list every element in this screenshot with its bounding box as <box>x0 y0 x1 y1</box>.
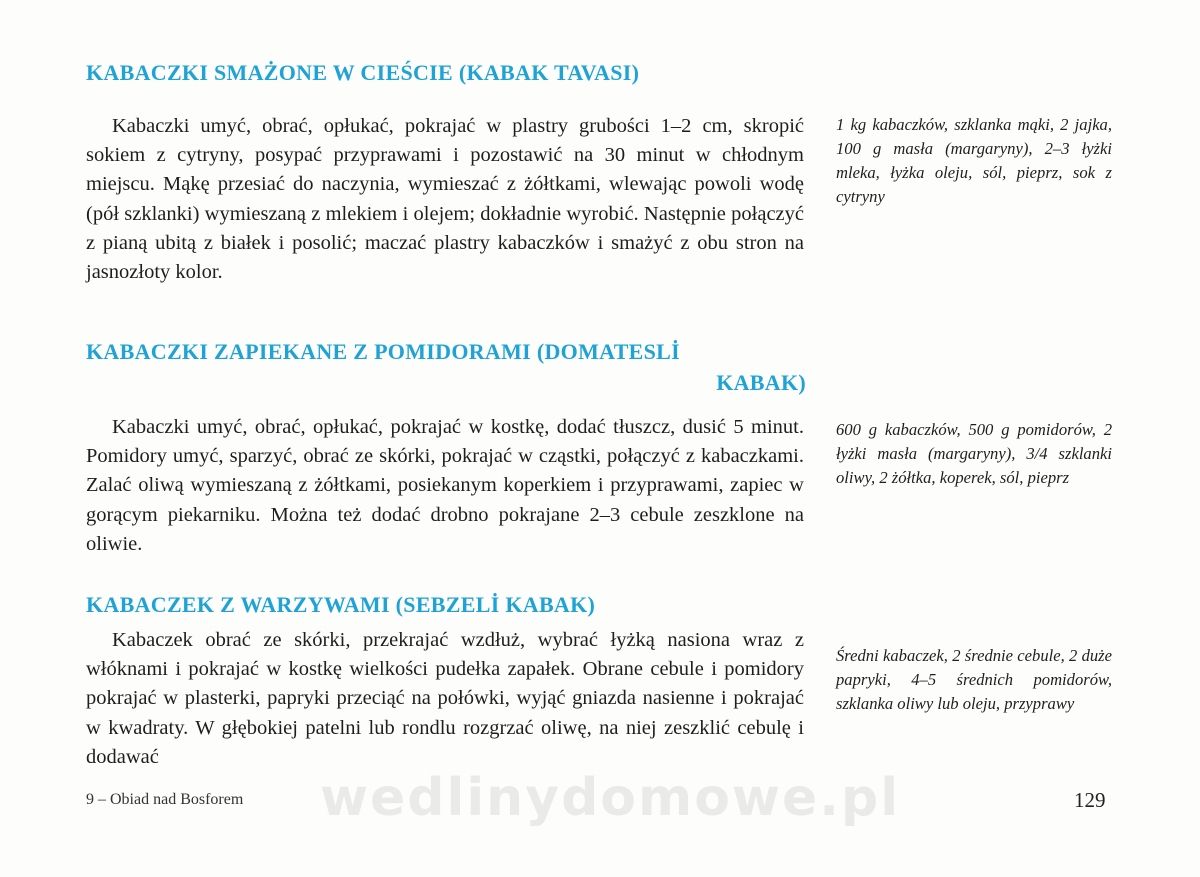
recipe-3-instructions: Kabaczek obrać ze skórki, przekrajać wzdłuż, wybrać łyżką nasiona wraz z włóknami i pokrajać w kostkę wielkości pudełka zapałek. Obrane cebule i pomidory pokrajać w plasterki, papryki przeciąć na połówki, wyjąć gniazda nasienne i pokrajać w kwadraty. W głębokiej patelni lub rondlu rozgrzać oliwę, na niej zeszklić cebulę i dodawać <box>86 629 804 768</box>
recipe-2-title-line2: KABAK) <box>716 370 806 395</box>
page-number: 129 <box>1074 788 1106 812</box>
watermark: wedlinydomowe.pl <box>319 768 901 828</box>
recipe-3-ingredients: Średni kabaczek, 2 średnie cebule, 2 duże papryki, 4–5 średnich pomidorów, szklanka oliwy lub oleju, przyprawy <box>836 646 1112 713</box>
recipe-2-instructions: Kabaczki umyć, obrać, opłukać, pokrajać w kostkę, dodać tłuszcz, dusić 5 minut. Pomidory umyć, sparzyć, obrać ze skórki, pokrajać w cząstki, połączyć z kabaczkami. Zalać oliwą wymieszaną z żółtkami, posiekanym koperkiem i przyprawami, zapiec w gorącym piekarniku. Można też dodać drobno pokrajane 2–3 cebule zeszklone na oliwie. <box>86 416 804 555</box>
recipe-1-ingredients: 1 kg kabaczków, szklanka mąki, 2 jajka, 100 g masła (margaryny), 2–3 łyżki mleka, łyżka oleju, sól, pieprz, sok z cytryny <box>836 115 1112 206</box>
recipe-1-title: KABACZKI SMAŻONE W CIEŚCIE (KABAK TAVASI) <box>86 60 640 85</box>
recipe-3-title: KABACZEK Z WARZYWAMI (SEBZELİ KABAK) <box>86 592 596 617</box>
recipe-2-ingredients: 600 g kabaczków, 500 g pomidorów, 2 łyżki masła (margaryny), 3/4 szklanki oliwy, 2 żółtka, koperek, sól, pieprz <box>836 420 1112 487</box>
signature-mark: 9 – Obiad nad Bosforem <box>86 791 244 808</box>
recipe-1-instructions: Kabaczki umyć, obrać, opłukać, pokrajać w plastry grubości 1–2 cm, skropić sokiem z cytryny, posypać przyprawami i pozostawić na 30 minut w chłodnym miejscu. Mąkę przesiać do naczynia, wymieszać z żółtkami, wlewając powoli wodę (pół szklanki) wymieszaną z mlekiem i olejem; dokładnie wyrobić. Następnie połączyć z pianą ubitą z białek i posolić; maczać plastry kabaczków i smażyć z obu stron na jasnozłoty kolor. <box>86 115 804 284</box>
recipe-2-title <box>86 336 806 398</box>
recipe-2-title-line1: KABACZKI ZAPIEKANE Z POMIDORAMI (DOMATESLİ <box>86 339 681 364</box>
